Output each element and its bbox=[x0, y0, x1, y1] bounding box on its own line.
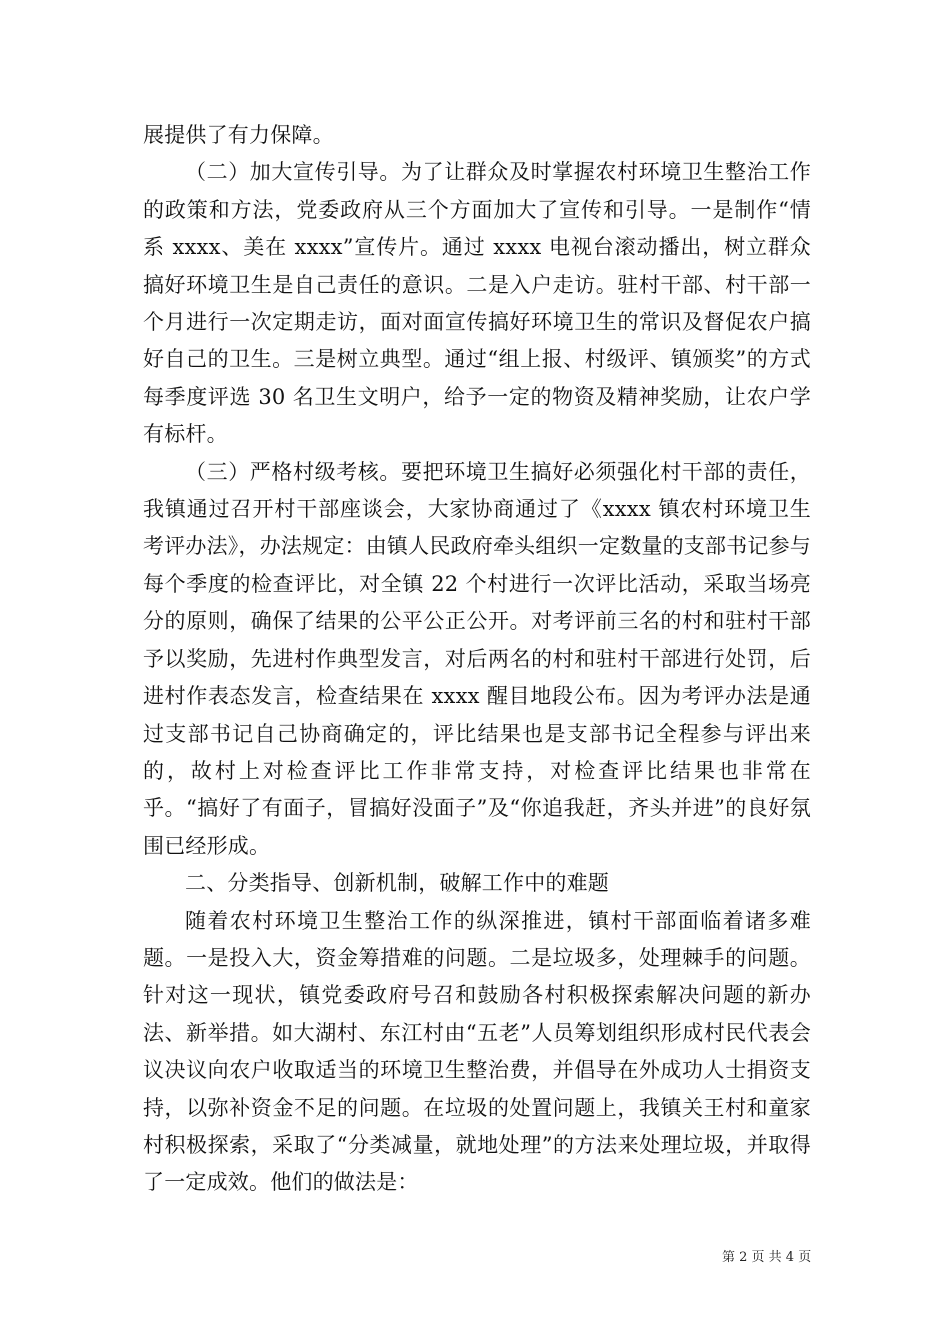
paragraph-challenges: 随着农村环境卫生整治工作的纵深推进，镇村干部面临着诸多难题。一是投入大，资金筹措难的问题。二是垃圾多，处理棘手的问题。针对这一现状，镇党委政府号召和鼓励各村积极探索解决问题的新办法、新举措。如大湖村、东江村由“五老”人员筹划组织形成村民代表会议决议向农户收取适当的环境卫生整治费，并倡导在外成功人士捐资支持，以弥补资金不足的问题。在垃圾的处置问题上，我镇关王村和童家村积极探索，采取了“分类减量，就地处理”的方法来处理垃圾，并取得了一定成效。他们的做法是： bbox=[143, 908, 811, 1195]
paragraph-publicity: （二）加大宣传引导。为了让群众及时掌握农村环境卫生整治工作的政策和方法，党委政府从三个方面加大了宣传和引导。一是制作“情系 xxxx、美在 xxxx”宣传片。通过 xxxx 电视台滚动播出，树立群众搞好环境卫生是自己责任的意识。二是入户走访。驻村干部、村干部一个月进行一次定期走访，面对面宣传搞好环境卫生的常识及督促农户搞好自己的卫生。三是树立典型。通过“组上报、村级评、镇颁奖”的方式每季度评选 30 名卫生文明户，给予一定的物资及精神奖励，让农户学有标杆。 bbox=[143, 160, 811, 447]
section-heading: 二、分类指导、创新机制，破解工作中的难题 bbox=[185, 871, 609, 896]
paragraph-assessment: （三）严格村级考核。要把环境卫生搞好必须强化村干部的责任，我镇通过召开村干部座谈会，大家协商通过了《xxxx 镇农村环境卫生考评办法》，办法规定：由镇人民政府牵头组织一定数量的支部书记参与每个季度的检查评比，对全镇 22 个村进行一次评比活动，采取当场亮分的原则，确保了结果的公平公正公开。对考评前三名的村和驻村干部予以奖励，先进村作典型发言，对后两名的村和驻村干部进行处罚，后进村作表态发言，检查结果在 xxxx 醒目地段公布。因为考评办法是通过支部书记自己协商确定的，评比结果也是支部书记全程参与评出来的，故村上对检查评比工作非常支持，对检查评比结果也非常在乎。“搞好了有面子，冒搞好没面子”及“你追我赶，齐头并进”的良好氛围已经形成。 bbox=[143, 459, 811, 858]
page-number: 第 2 页 共 4 页 bbox=[722, 1250, 812, 1265]
document-body bbox=[143, 117, 811, 1202]
paragraph-continuation: 展提供了有力保障。 bbox=[143, 123, 334, 147]
